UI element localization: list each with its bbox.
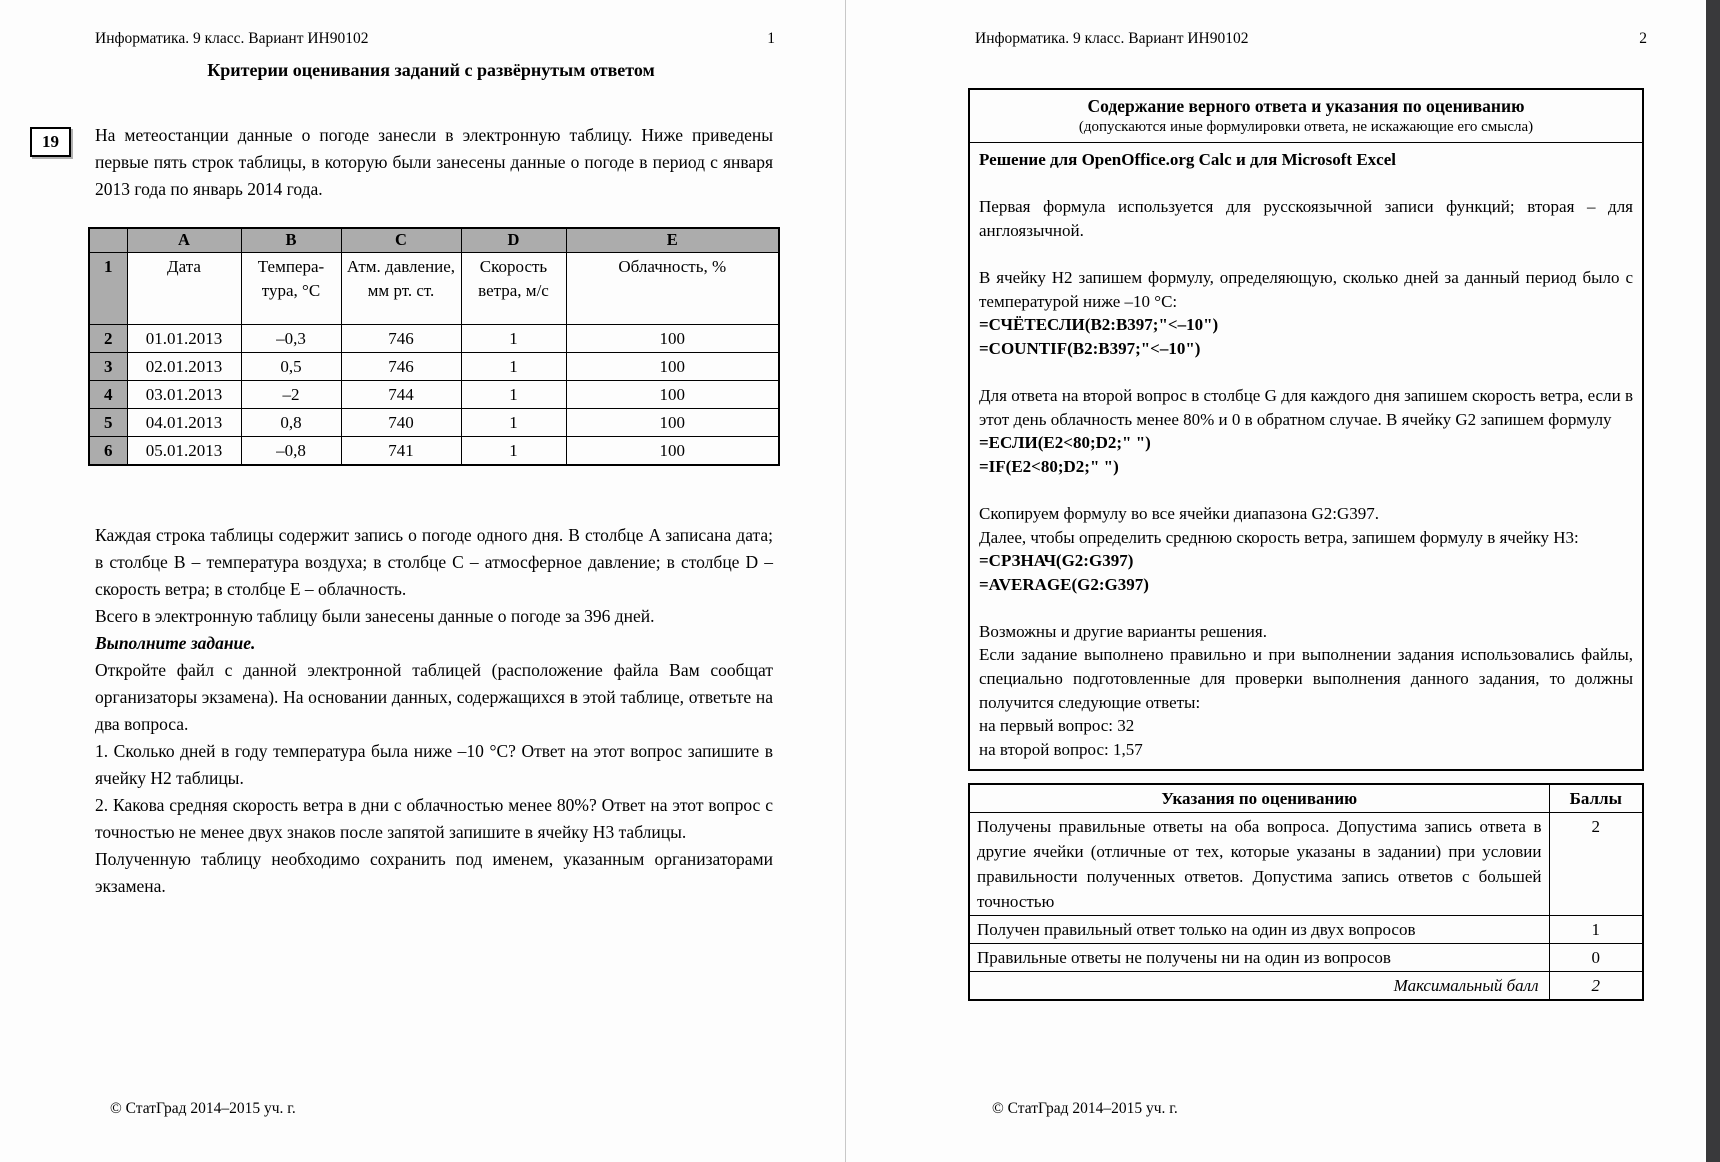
spreadsheet-data-cell: 740 xyxy=(341,408,461,436)
spreadsheet-column-letter: C xyxy=(341,228,461,252)
spreadsheet-data-cell: 746 xyxy=(341,352,461,380)
blank-line xyxy=(979,596,1633,620)
spreadsheet-row-number: 6 xyxy=(89,436,127,465)
scoring-points: 2 xyxy=(1549,813,1643,916)
spreadsheet-row-number: 4 xyxy=(89,380,127,408)
blank-line xyxy=(979,242,1633,266)
solution-paragraph: Далее, чтобы определить среднюю скорость ветра, запишем формулу в ячейку H3: xyxy=(979,527,1579,547)
paragraph: Всего в электронную таблицу были занесены данные о погоде за 396 дней. xyxy=(95,605,655,626)
spreadsheet-data-cell: 0,5 xyxy=(241,352,341,380)
spreadsheet-data-row xyxy=(89,436,779,465)
spreadsheet-column-letter: D xyxy=(461,228,566,252)
spreadsheet-data-cell: 1 xyxy=(461,380,566,408)
spreadsheet-data-cell: 02.01.2013 xyxy=(127,352,241,380)
spreadsheet-data-row xyxy=(89,408,779,436)
scoring-row xyxy=(969,944,1643,972)
formula-line: =СРЗНАЧ(G2:G397) xyxy=(979,551,1134,571)
spreadsheet-data-cell: 1 xyxy=(461,408,566,436)
blank-line xyxy=(979,360,1633,384)
solution-paragraph: на первый вопрос: 32 xyxy=(979,716,1135,736)
spreadsheet-data-cell: 01.01.2013 xyxy=(127,324,241,352)
spreadsheet-row-number: 1 xyxy=(89,252,127,324)
spreadsheet-row-number: 3 xyxy=(89,352,127,380)
blank-line xyxy=(979,172,1633,196)
scoring-points: 1 xyxy=(1549,916,1643,944)
page2-footer: © СтатГрад 2014–2015 уч. г. xyxy=(992,1100,1178,1117)
criteria-title: Критерии оценивания заданий с развёрнутым ответом xyxy=(207,60,655,80)
solution-paragraph: Возможны и другие варианты решения. xyxy=(979,621,1267,641)
spreadsheet-row-number: 2 xyxy=(89,324,127,352)
spreadsheet-field-row xyxy=(89,252,779,324)
page1-footer: © СтатГрад 2014–2015 уч. г. xyxy=(110,1100,296,1117)
page1-page-number: 1 xyxy=(767,30,775,47)
formula-line: Решение для OpenOffice.org Calc и для Microsoft Excel xyxy=(979,150,1396,169)
max-score-value: 2 xyxy=(1549,972,1643,1001)
spreadsheet-data-cell: 100 xyxy=(566,436,779,465)
page1-header-subject: Информатика. 9 класс. Вариант ИН90102 xyxy=(95,30,369,47)
spreadsheet-data-cell: 03.01.2013 xyxy=(127,380,241,408)
paragraph: 1. Сколько дней в году температура была ниже –10 °С? Ответ на этот вопрос запишите в ячейку H2 таблицы. xyxy=(95,740,773,788)
scoring-criterion: Получен правильный ответ только на один из двух вопросов xyxy=(969,916,1549,944)
answer-box-title-cell xyxy=(970,90,1642,143)
scoring-row xyxy=(969,813,1643,916)
paragraph: Каждая строка таблицы содержит запись о погоде одного дня. В столбце A записана дата; в столбце B – температура воздуха; в столбце C – атмосферное давление; в столбце D – скорость ветра; в столбце E – облачность. xyxy=(95,524,773,599)
answer-box xyxy=(968,88,1644,771)
formula-line: =COUNTIF(B2:B397;"<–10") xyxy=(979,338,1201,358)
spreadsheet-data-cell: 100 xyxy=(566,408,779,436)
scoring-points-label: Баллы xyxy=(1549,784,1643,813)
page2-header xyxy=(975,30,1647,48)
answer-section xyxy=(968,88,1644,1001)
spreadsheet-row-number: 5 xyxy=(89,408,127,436)
solution-content xyxy=(970,143,1642,769)
scoring-max-row xyxy=(969,972,1643,1001)
page2-page-number: 2 xyxy=(1639,30,1647,47)
answer-box-title: Содержание верного ответа и указания по оцениванию xyxy=(1087,96,1525,116)
task-intro-paragraph: На метеостанции данные о погоде занесли в электронную таблицу. Ниже приведены первые пять строк таблицы, в которую были занесены данные о погоде в период с января 2013 года по январь 2014 года. xyxy=(95,125,773,199)
solution-paragraph: Если задание выполнено правильно и при выполнении задания использовались файлы, специально подготовленные для проверки выполнения данного задания, то должны получится следующие ответы: xyxy=(979,645,1633,712)
scoring-criterion: Правильные ответы не получены ни на один из вопросов xyxy=(969,944,1549,972)
spreadsheet-data-cell: –0,3 xyxy=(241,324,341,352)
paragraph: Откройте файл с данной электронной таблицей (расположение файла Вам сообщат организаторы экзамена). На основании данных, содержащихся в этой таблице, ответьте на два вопроса. xyxy=(95,659,773,734)
spreadsheet-data-cell: 100 xyxy=(566,324,779,352)
blank-line xyxy=(979,478,1633,502)
spreadsheet-data-cell: 100 xyxy=(566,352,779,380)
spreadsheet-data-cell: 05.01.2013 xyxy=(127,436,241,465)
spreadsheet-data-cell: 746 xyxy=(341,324,461,352)
spreadsheet-data-cell: 1 xyxy=(461,324,566,352)
scoring-header-row xyxy=(969,784,1643,813)
task-paragraphs xyxy=(95,522,773,900)
scoring-criterion: Получены правильные ответы на оба вопроса. Допустима запись ответа в другие ячейки (отличные от тех, которые указаны в задании) при условии правильности полученных ответов. Допустима запись ответов с большей точностью xyxy=(969,813,1549,916)
page1-body xyxy=(95,122,773,900)
spreadsheet-field-cell: Дата xyxy=(127,252,241,324)
formula-line: =IF(E2<80;D2;" ") xyxy=(979,456,1119,476)
page2-header-subject: Информатика. 9 класс. Вариант ИН90102 xyxy=(975,30,1249,47)
scoring-table xyxy=(968,783,1644,1001)
max-score-label: Максимальный балл xyxy=(969,972,1549,1001)
formula-line: =AVERAGE(G2:G397) xyxy=(979,574,1149,594)
solution-paragraph: Скопируем формулу во все ячейки диапазона G2:G397. xyxy=(979,503,1380,523)
spreadsheet-data-cell: –2 xyxy=(241,380,341,408)
spreadsheet-field-cell: Облачность, % xyxy=(566,252,779,324)
formula-line: =ЕСЛИ(E2<80;D2;" ") xyxy=(979,433,1151,453)
spreadsheet-data-cell: –0,8 xyxy=(241,436,341,465)
spreadsheet-data-cell: 744 xyxy=(341,380,461,408)
spreadsheet-data-cell: 100 xyxy=(566,380,779,408)
task-number: 19 xyxy=(42,132,59,151)
spreadsheet-data-row xyxy=(89,324,779,352)
solution-paragraph: В ячейку H2 запишем формулу, определяющую, сколько дней за данный период было с температурой ниже –10 °С: xyxy=(979,267,1633,311)
page1-header xyxy=(95,30,775,48)
spreadsheet-column-letter: E xyxy=(566,228,779,252)
spreadsheet-data-cell: 04.01.2013 xyxy=(127,408,241,436)
scoring-points: 0 xyxy=(1549,944,1643,972)
right-edge-band xyxy=(1706,0,1720,1162)
solution-paragraph: Первая формула используется для русскоязычной записи функций; вторая – для англоязычной. xyxy=(979,197,1633,240)
page-1 xyxy=(0,0,845,1162)
answer-box-subtitle: (допускаются иные формулировки ответа, не искажающие его смысла) xyxy=(1078,119,1534,135)
spreadsheet-data-cell: 1 xyxy=(461,352,566,380)
spreadsheet-field-cell: Темпера-тура, °С xyxy=(241,252,341,324)
paragraph: Полученную таблицу необходимо сохранить под именем, указанным организаторами экзамена. xyxy=(95,848,773,896)
spreadsheet-field-cell: Атм. давление, мм рт. ст. xyxy=(341,252,461,324)
spreadsheet-field-cell: Скорость ветра, м/с xyxy=(461,252,566,324)
paragraph: 2. Какова средняя скорость ветра в дни с облачностью менее 80%? Ответ на этот вопрос с точностью не менее двух знаков после запятой запишите в ячейку H3 таблицы. xyxy=(95,794,773,842)
spreadsheet-data-cell: 1 xyxy=(461,436,566,465)
spreadsheet-letter-row xyxy=(89,228,779,252)
page-2 xyxy=(846,0,1704,1162)
spreadsheet-data-row xyxy=(89,380,779,408)
spreadsheet-column-letter: A xyxy=(127,228,241,252)
spreadsheet-data-cell: 0,8 xyxy=(241,408,341,436)
task-number-box xyxy=(30,127,71,157)
scoring-table-body xyxy=(969,784,1643,1000)
weather-spreadsheet-body xyxy=(89,228,779,465)
scoring-header-label: Указания по оцениванию xyxy=(969,784,1549,813)
spreadsheet-corner-cell xyxy=(89,228,127,252)
scoring-row xyxy=(969,916,1643,944)
spreadsheet-data-row xyxy=(89,352,779,380)
paragraph: Выполните задание. xyxy=(95,632,256,653)
spreadsheet-data-cell: 741 xyxy=(341,436,461,465)
solution-paragraph: Для ответа на второй вопрос в столбце G для каждого дня запишем скорость ветра, если в этот день облачность менее 80% и 0 в обратном случае. В ячейку G2 запишем формулу xyxy=(979,385,1633,429)
spreadsheet-column-letter: B xyxy=(241,228,341,252)
solution-paragraph: на второй вопрос: 1,57 xyxy=(979,739,1143,759)
formula-line: =СЧЁТЕСЛИ(B2:B397;"<–10") xyxy=(979,315,1219,335)
weather-spreadsheet xyxy=(88,227,780,466)
